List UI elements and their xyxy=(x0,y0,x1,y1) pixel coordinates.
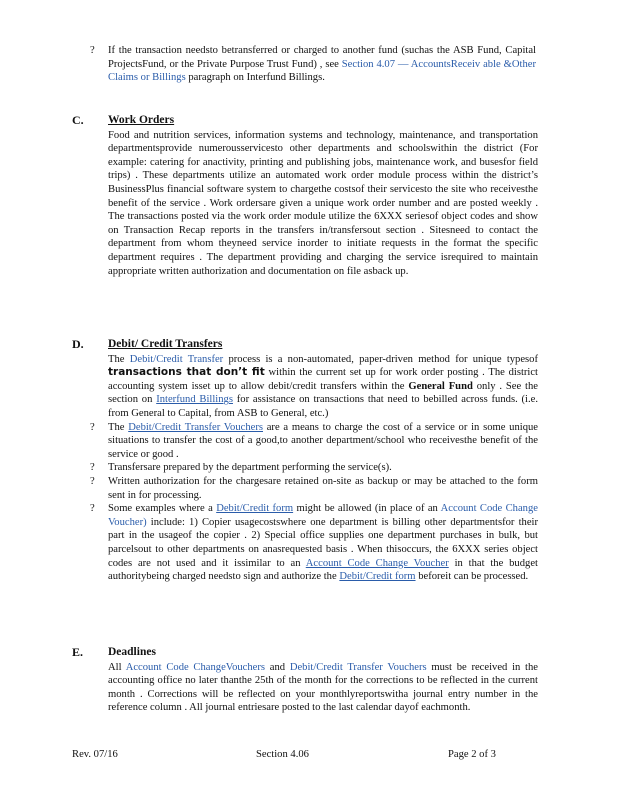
section-work-orders xyxy=(72,114,538,278)
section-407-link[interactable]: Section 4.07 — AccountsReceiv able &Other Claims or Billings xyxy=(108,58,536,84)
section-letter: E. xyxy=(72,645,84,659)
section-paragraph: Food and nutrition services, information systems and technology, maintenance, and transportation departmentsprovide numerousservicesto other departments and schoolswithin the district (For example: catering for anactivity, printing and publishing jobs, maintenance work, and busesfor field trips) . These departments utilize an automated work order module process within the district’s BusinessPlus financial software system to chargethe costsof their servicesto the site who receivesthe benefit of the service . Work ordersare given a unique work order number and are posted weekly . The transactions posted via the work order module utilize the 6XXX seriesof object codes and show on Transaction Recap reports in the transfers in/transfersout section . Sitesneed to contact the department from whom theyneed service inorder to initiate requests in the format the specific department requires . The department providing and charging the service isrequired to maintain appropriate written authorization and documentation on file asback up. xyxy=(108,129,538,277)
bullet-marker: ? xyxy=(90,462,95,474)
text-run: include: 1) Copier usagecostswhere one department is billing other departmentsfor their part in the usageof the copier . 2) Special office supplies one department purchases in bulk, but parcelsout to other departments on anasrequested basis . When thisoccurs, the 6XXX series object codes are not used and it issimilar to an xyxy=(108,516,539,569)
revision-label: Rev. 07/16 xyxy=(72,749,118,760)
text-run: only . See the section on xyxy=(108,380,538,406)
text-run: might be allowed (in place of an xyxy=(296,503,438,515)
text-run: for assistance on transactions that need to bebilled across funds. (i.e. from General to Capital, from ASB to General, etc.) xyxy=(108,394,538,419)
debit-credit-vouchers-link[interactable]: Debit/Credit Transfer Vouchers xyxy=(128,421,263,433)
text-run: in that the budget authoritybeing charged needsto sign and authorize the xyxy=(108,557,538,583)
text-run: and xyxy=(269,661,286,673)
bullet-text-end: paragraph on Interfund Billings. xyxy=(188,72,325,84)
list-item xyxy=(90,502,538,584)
debit-credit-form-link[interactable]: Debit/Credit form xyxy=(216,503,294,515)
bold-text: General Fund xyxy=(408,380,473,392)
list-item xyxy=(90,475,538,502)
text-run: beforeit can be processed. xyxy=(418,571,529,583)
debit-credit-transfer-vouchers-link[interactable]: Debit/Credit Transfer Vouchers xyxy=(289,661,427,673)
section-heading: Work Orders xyxy=(108,114,175,126)
text-run: All xyxy=(108,661,122,673)
text-run: within the current set up for work order posting . The district accounting system isset up to allow debit/credit transfers within the xyxy=(108,367,538,392)
account-code-change-voucher-link[interactable]: Account Code Change Voucher) xyxy=(108,503,538,528)
interfund-billings-link[interactable]: Interfund Billings xyxy=(156,394,233,406)
bullet-marker: ? xyxy=(90,503,95,515)
bold-text: transactions that don’t fit xyxy=(108,366,265,379)
text-run: are a means to charge the cost of a service or in some unique situations to transfer the cost of a good,to another department/school who receivesthe benefit of the service or good . xyxy=(108,421,538,460)
debit-credit-form-link[interactable]: Debit/Credit form xyxy=(339,571,416,583)
bullet-marker: ? xyxy=(90,475,95,487)
section-heading: Deadlines xyxy=(108,646,156,658)
section-label: Section 4.06 xyxy=(256,749,309,760)
text-run: Some examples where a xyxy=(108,503,213,515)
text-run: Written authorization for the chargesare retained on-site as backup or may be attached to the form sent in for processing. xyxy=(108,475,538,501)
page-number: Page 2 of 3 xyxy=(448,749,496,760)
section-letter: C. xyxy=(72,113,84,127)
section-heading: Debit/ Credit Transfers xyxy=(108,338,223,350)
text-run: process is a non-automated, paper-driven method for unique typesof xyxy=(228,353,539,365)
section-paragraph xyxy=(108,661,538,715)
list-item xyxy=(90,421,538,462)
debit-credit-transfer-link[interactable]: Debit/Credit Transfer xyxy=(129,353,224,365)
section-debit-credit xyxy=(72,338,538,584)
list-item xyxy=(90,461,538,475)
bullet-marker: ? xyxy=(90,45,95,56)
account-code-change-vouchers-link[interactable]: Account Code ChangeVouchers xyxy=(125,661,266,673)
text-run: The xyxy=(108,353,125,365)
continued-bullet xyxy=(90,44,536,85)
section-deadlines xyxy=(72,646,538,715)
section-paragraph xyxy=(108,353,538,421)
text-run: must be received in the accounting office no later thanthe 25th of the month for the corrections to be reflected in the current month . Corrections will be reflected on your monthlyreportswitha journal entry number in the reference column . All journal entriesare posted to the last calendar dayof eachmonth. xyxy=(108,661,538,714)
account-code-change-voucher-link[interactable]: Account Code Change Voucher xyxy=(305,557,449,569)
section-letter: D. xyxy=(72,337,84,351)
bullet-marker: ? xyxy=(90,421,95,433)
bullet-text: If the transaction needsto betransferred or charged to another fund (suchas the ASB Fund, Capital ProjectsFund, or the Private Purpose Trust Fund) , see xyxy=(108,45,536,70)
text-run: The xyxy=(108,421,125,433)
text-run: Transfersare prepared by the department performing the service(s). xyxy=(108,462,392,474)
